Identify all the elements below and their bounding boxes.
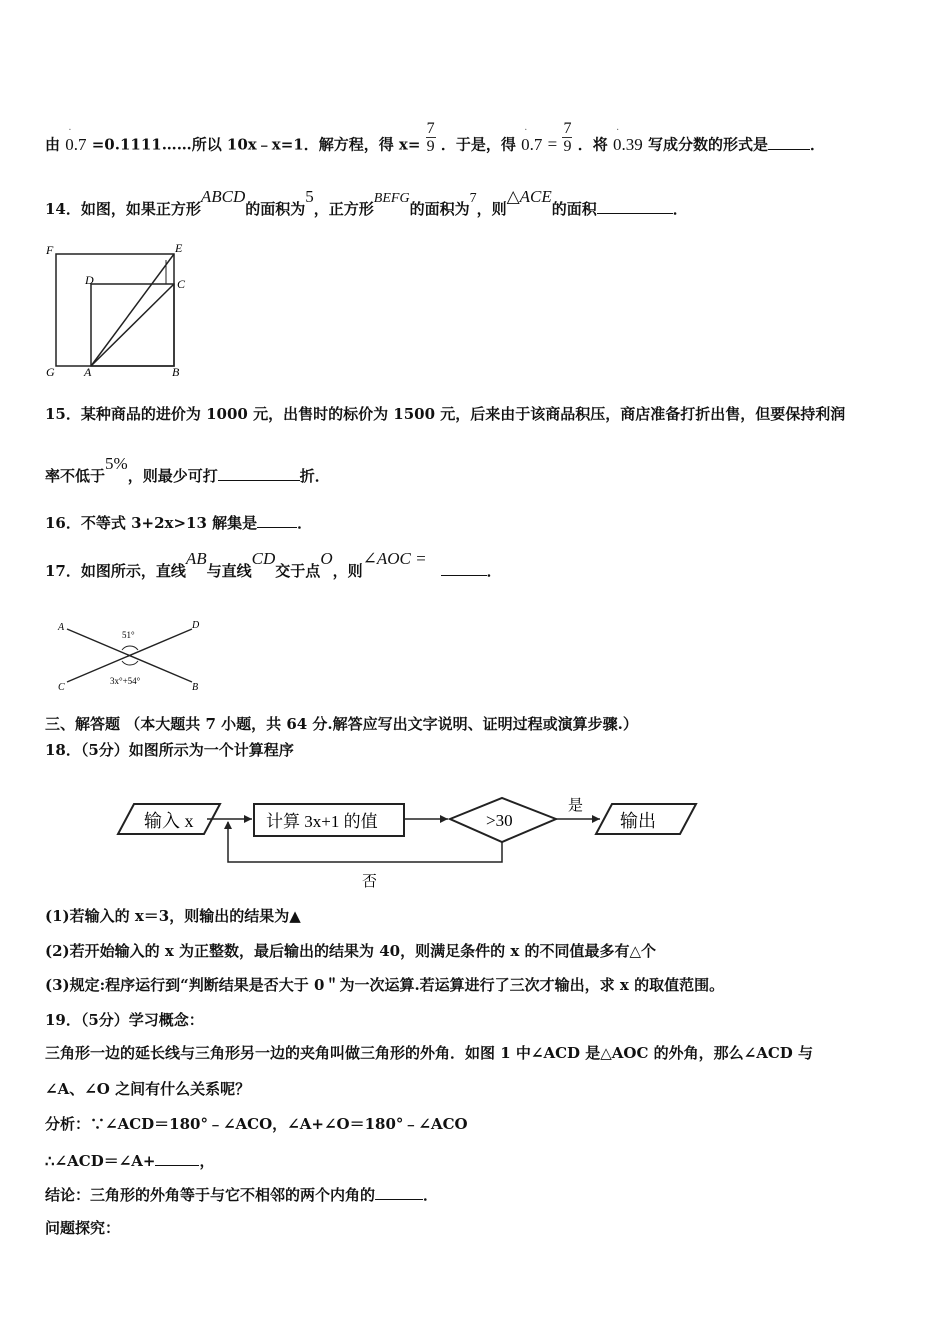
q19-conclusion: [45, 1184, 438, 1205]
q15-text: 率不低于: [45, 467, 106, 485]
angle-arc-bottom: [122, 661, 138, 665]
angle-label-bottom: 3x°+54°: [110, 676, 141, 686]
q13-tail: 写成分数的形式是: [647, 135, 768, 154]
angle-aoc: ∠AOC =: [362, 549, 427, 568]
q13-end: ．: [809, 135, 825, 154]
q15-line2: [45, 454, 330, 486]
q14-text: 14．如图，如果正方形: [45, 200, 201, 218]
frac-numerator: 7: [563, 120, 572, 137]
q18-part3: (3)规定:程序运行到“判断结果是否大于 0＂为一次运算.若运算进行了三次才输出，求 x 的取值范围。: [45, 976, 725, 994]
flow-condition-label: >30: [486, 811, 513, 830]
q13-eq: =: [547, 134, 558, 154]
q14-text: 的面积: [551, 200, 597, 218]
q19-text: ∴∠ACD＝∠A+: [45, 1152, 156, 1170]
q18-part2: (2)若开始输入的 x 为正整数，最后输出的结果为 40，则满足条件的 x 的不同值最多有△个: [45, 942, 657, 960]
square-abcd: ABCD: [200, 187, 246, 206]
repeating-decimal-3: · 0.39: [613, 135, 643, 154]
answer-blank[interactable]: [257, 512, 297, 528]
segment-ae: [91, 254, 174, 366]
angle-label-top: 51°: [122, 630, 135, 640]
angle-arc-top: [122, 646, 138, 650]
arrowhead-icon: [224, 821, 232, 829]
answer-blank[interactable]: [768, 134, 810, 150]
arrowhead-icon: [244, 815, 252, 823]
square-befg-outline: [56, 254, 174, 366]
answer-blank[interactable]: [597, 198, 673, 214]
label-d: D: [85, 273, 94, 287]
q15-text: ，则最少可打: [127, 467, 218, 485]
line-ab: AB: [185, 549, 207, 568]
point-o: O: [320, 549, 333, 568]
q14-text: ，正方形: [313, 200, 374, 218]
q16-text: 16．不等式 3+2x>13 解集是: [45, 514, 258, 532]
flow-output-label: 输出: [620, 811, 656, 831]
triangle-ace: △ACE: [506, 187, 552, 206]
label-e: E: [175, 241, 183, 255]
flow-yes-label: 是: [568, 798, 584, 814]
line-cd: CD: [251, 549, 276, 568]
label-c: C: [177, 277, 186, 291]
q19-text: ，: [199, 1152, 215, 1170]
q18-part1: (1)若输入的 x＝3，则输出的结果为▲: [45, 907, 301, 925]
label-d: D: [192, 620, 200, 631]
label-b: B: [172, 365, 180, 379]
flow-input-label: 输入 x: [144, 811, 194, 831]
repeating-decimal-1: · 0.7: [65, 135, 86, 154]
q17-text: 与直线: [206, 562, 252, 580]
q18-title: 18．（5分）如图所示为一个计算程序: [45, 741, 294, 759]
label-a: A: [58, 622, 65, 633]
frac-numerator: 7: [426, 120, 435, 137]
q17-text: 交于点: [275, 562, 321, 580]
area-value-2: 7: [469, 191, 477, 206]
q13-equation-text: =0.1111……所以 10x﹣x=1．解方程，得 x=: [91, 135, 421, 154]
q14-figure: [40, 238, 200, 380]
answer-blank[interactable]: [375, 1184, 423, 1200]
q16-line: [45, 512, 312, 533]
answer-blank[interactable]: [218, 465, 300, 481]
q14-end: ．: [672, 200, 688, 218]
label-c: C: [58, 682, 65, 693]
q13-prefix: 由: [45, 135, 61, 154]
flow-no-label: 否: [362, 874, 378, 890]
q17-end: ．: [486, 562, 502, 580]
square-befg: BEFG: [373, 191, 410, 206]
q14-line: [45, 187, 688, 221]
q19-therefore: [45, 1150, 215, 1171]
segment-ac: [91, 284, 174, 366]
repeating-decimal-2: · 0.7: [521, 135, 542, 154]
q13-mid2: ．将: [577, 135, 608, 154]
answer-blank[interactable]: [155, 1150, 199, 1166]
q14-text: 的面积为: [245, 200, 306, 218]
arrowhead-icon: [592, 815, 600, 823]
q17-line: [45, 549, 502, 581]
q13-mid: ．于是，得: [440, 135, 516, 154]
q17-text: ，则: [332, 562, 363, 580]
q19-explore: 问题探究：: [45, 1219, 121, 1237]
area-value-1: 5: [305, 187, 314, 206]
fraction-7-9-b: [562, 120, 572, 155]
q15-text: 折．: [299, 467, 330, 485]
frac-denominator: 9: [426, 138, 435, 155]
label-g: G: [46, 365, 55, 379]
q19-text: 结论：三角形的外角等于与它不相邻的两个内角的: [45, 1186, 376, 1204]
q18-flowchart: [112, 790, 712, 895]
percent-value: 5%: [105, 454, 128, 473]
q16-end: ．: [297, 514, 313, 532]
q19-text: ．: [423, 1186, 439, 1204]
flow-compute-label: 计算 3x+1 的值: [266, 812, 378, 831]
section-3-heading: 三、解答题 （本大题共 7 小题，共 64 分.解答应写出文字说明、证明过程或演算步骤.）: [45, 715, 638, 733]
answer-blank[interactable]: [441, 560, 487, 576]
q13-line: [45, 120, 825, 163]
q17-figure: [52, 614, 212, 696]
q14-text: ，则: [476, 200, 507, 218]
label-b: B: [192, 682, 199, 693]
fraction-7-9-a: [426, 120, 436, 155]
frac-denominator: 9: [563, 138, 572, 155]
label-a: A: [84, 365, 92, 379]
q19-line1: 三角形一边的延长线与三角形另一边的夹角叫做三角形的外角．如图 1 中∠ACD 是△AOC 的外角，那么∠ACD 与: [45, 1044, 814, 1062]
q17-text: 17．如图所示，直线: [45, 562, 186, 580]
label-f: F: [46, 243, 54, 257]
q14-text: 的面积为: [409, 200, 470, 218]
q19-title: 19．（5分）学习概念：: [45, 1011, 204, 1029]
arrowhead-icon: [440, 815, 448, 823]
q19-line2: ∠A、∠O 之间有什么关系呢？: [45, 1080, 251, 1098]
q15-line1: 15．某种商品的进价为 1000 元，出售时的标价为 1500 元，后来由于该商品积压，商店准备打折出售，但要保持利润: [45, 405, 846, 423]
q19-analysis: 分析：∵∠ACD＝180°﹣∠ACO，∠A+∠O＝180°﹣∠ACO: [45, 1115, 468, 1133]
